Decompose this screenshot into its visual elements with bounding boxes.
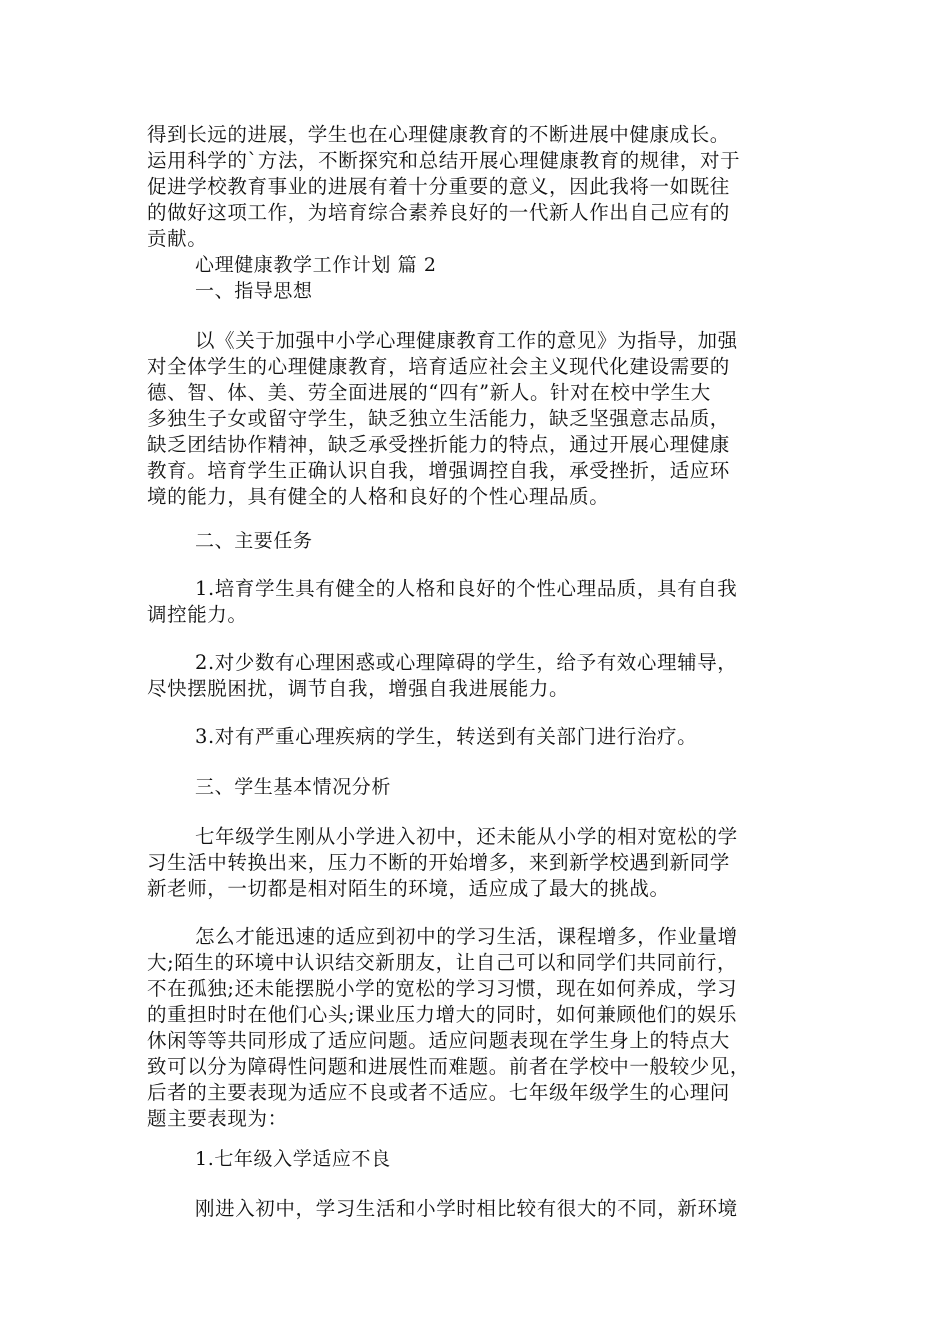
paragraph-grade-seven (147, 824, 807, 902)
paragraph-new-environment (147, 1196, 807, 1222)
heading-main-tasks (147, 528, 807, 554)
text-line: 大;陌生的环境中认识结交新朋友，让自己可以和同学们共同前行， (147, 951, 738, 974)
paragraph-guiding-ideology (147, 328, 807, 510)
text-line: 3.对有严重心理疾病的学生，转送到有关部门进行治疗。 (195, 725, 698, 748)
text-line: 七年级学生刚从小学进入初中，还未能从小学的相对宽松的学 (195, 825, 738, 848)
heading-text: 三、学生基本情况分析 (195, 776, 392, 798)
text-line: 以《关于加强中小学心理健康教育工作的意见》为指导，加强 (195, 329, 738, 352)
text-line: 习生活中转换出来，压力不断的开始增多，来到新学校遇到新同学 (147, 851, 730, 874)
text-line: 1.培育学生具有健全的人格和良好的个性心理品质，具有自我 (195, 577, 738, 600)
text-line: 致可以分为障碍性问题和进展性而难题。前者在学校中一般较少见， (147, 1055, 751, 1078)
heading-text: 二、主要任务 (195, 530, 313, 552)
text-line: 2.对少数有心理困惑或心理障碍的学生，给予有效心理辅导， (195, 651, 738, 674)
text-line: 的重担时时在他们心头;课业压力增大的同时，如何兼顾他们的娱乐 (147, 1003, 738, 1026)
section-title: 心理健康教学工作计划 篇 2 (195, 254, 437, 276)
task-item-2 (147, 650, 807, 702)
text-line: 缺乏团结协作精神，缺乏承受挫折能力的特点，通过开展心理健康 (147, 433, 730, 456)
text-line: 不在孤独;还未能摆脱小学的宽松的学习习惯，现在如何养成，学习 (147, 977, 738, 1000)
heading-text: 一、指导思想 (195, 280, 313, 302)
text-line: 教育。培育学生正确认识自我，增强调控自我，承受挫折，适应环 (147, 459, 730, 482)
text-line: 休闲等等共同形成了适应问题。适应问题表现在学生身上的特点大 (147, 1029, 730, 1052)
text-line: 多独生子女或留守学生，缺乏独立生活能力，缺乏坚强意志品质， (147, 407, 730, 430)
text-line: 对全体学生的心理健康教育，培育适应社会主义现代化建设需要的 (147, 355, 730, 378)
text-line: 促进学校教育事业的进展有着十分重要的意义，因此我将一如既往 (147, 175, 730, 198)
text-line: 刚进入初中，学习生活和小学时相比较有很大的不同，新环境 (195, 1197, 738, 1220)
heading-guiding-ideology (147, 278, 807, 304)
paragraph-adaptation (147, 924, 807, 1132)
task-item-3 (147, 724, 807, 750)
text-line: 题主要表现为： (147, 1107, 288, 1130)
text-line: 怎么才能迅速的适应到初中的学习生活，课程增多，作业量增 (195, 925, 738, 948)
text-line: 调控能力。 (147, 603, 248, 626)
section-title-block (147, 252, 807, 278)
text-line: 运用科学的`方法，不断探究和总结开展心理健康教育的规律，对于 (147, 149, 741, 172)
heading-student-analysis (147, 774, 807, 800)
heading-text: 1.七年级入学适应不良 (195, 1148, 391, 1170)
text-line: 得到长远的进展，学生也在心理健康教育的不断进展中健康成长。 (147, 123, 730, 146)
text-line: 的做好这项工作，为培育综合素养良好的一代新人作出自己应有的 (147, 201, 730, 224)
intro-paragraph (147, 122, 807, 252)
text-line: 境的能力，具有健全的人格和良好的个性心理品质。 (147, 485, 610, 508)
text-line: 新老师，一切都是相对陌生的环境，适应成了最大的挑战。 (147, 877, 670, 900)
subheading-entry-maladjustment (147, 1146, 807, 1172)
text-line: 尽快摆脱困扰，调节自我，增强自我进展能力。 (147, 677, 570, 700)
text-line: 贡献。 (147, 227, 208, 250)
task-item-1 (147, 576, 807, 628)
text-line: 后者的主要表现为适应不良或者不适应。七年级年级学生的心理问 (147, 1081, 730, 1104)
text-line: 德、智、体、美、劳全面进展的“四有”新人。针对在校中学生大 (147, 381, 711, 404)
